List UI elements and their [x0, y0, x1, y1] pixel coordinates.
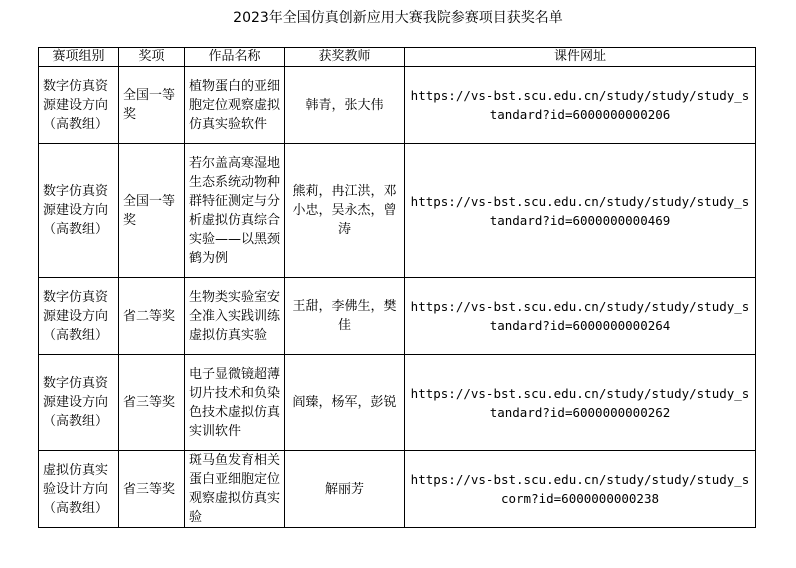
cell-url[interactable]: https://vs-bst.scu.edu.cn/study/study/study_standard?id=6000000000262	[405, 355, 756, 451]
cell-award: 省二等奖	[119, 278, 185, 355]
cell-teachers: 韩青，张大伟	[285, 67, 405, 144]
table-row	[39, 278, 756, 355]
cell-url[interactable]: https://vs-bst.scu.edu.cn/study/study/study_scorm?id=6000000000238	[405, 451, 756, 528]
cell-teachers: 阎臻，杨军，彭锐	[285, 355, 405, 451]
table-row	[39, 144, 756, 278]
table-row	[39, 355, 756, 451]
cell-url[interactable]: https://vs-bst.scu.edu.cn/study/study/study_standard?id=6000000000469	[405, 144, 756, 278]
cell-group: 数字仿真资源建设方向（高教组）	[39, 355, 119, 451]
cell-work: 斑马鱼发育相关蛋白亚细胞定位观察虚拟仿真实验	[185, 451, 285, 528]
cell-url[interactable]: https://vs-bst.scu.edu.cn/study/study/study_standard?id=6000000000264	[405, 278, 756, 355]
header-group: 赛项组别	[39, 48, 119, 67]
cell-group: 数字仿真资源建设方向（高教组）	[39, 144, 119, 278]
table-row	[39, 67, 756, 144]
cell-award: 省三等奖	[119, 355, 185, 451]
cell-group: 虚拟仿真实验设计方向（高教组）	[39, 451, 119, 528]
cell-work: 生物类实验室安全准入实践训练虚拟仿真实验	[185, 278, 285, 355]
cell-teachers: 解丽芳	[285, 451, 405, 528]
cell-work: 若尔盖高寒湿地生态系统动物种群特征测定与分析虚拟仿真综合实验——以黑颈鹤为例	[185, 144, 285, 278]
header-teachers: 获奖教师	[285, 48, 405, 67]
cell-teachers: 熊莉，冉江洪，邓小忠，吴永杰，曾涛	[285, 144, 405, 278]
table-row	[39, 451, 756, 528]
header-award: 奖项	[119, 48, 185, 67]
page-title: 2023年全国仿真创新应用大赛我院参赛项目获奖名单	[233, 10, 563, 26]
cell-group: 数字仿真资源建设方向（高教组）	[39, 278, 119, 355]
cell-url[interactable]: https://vs-bst.scu.edu.cn/study/study/study_standard?id=6000000000206	[405, 67, 756, 144]
header-url: 课件网址	[405, 48, 756, 67]
cell-award: 省三等奖	[119, 451, 185, 528]
header-work: 作品名称	[185, 48, 285, 67]
table-header-row	[39, 48, 756, 67]
cell-group: 数字仿真资源建设方向（高教组）	[39, 67, 119, 144]
cell-award: 全国一等奖	[119, 67, 185, 144]
awards-table	[38, 47, 756, 528]
cell-teachers: 王甜，李佛生，樊佳	[285, 278, 405, 355]
cell-work: 植物蛋白的亚细胞定位观察虚拟仿真实验软件	[185, 67, 285, 144]
cell-work: 电子显微镜超薄切片技术和负染色技术虚拟仿真实训软件	[185, 355, 285, 451]
cell-award: 全国一等奖	[119, 144, 185, 278]
